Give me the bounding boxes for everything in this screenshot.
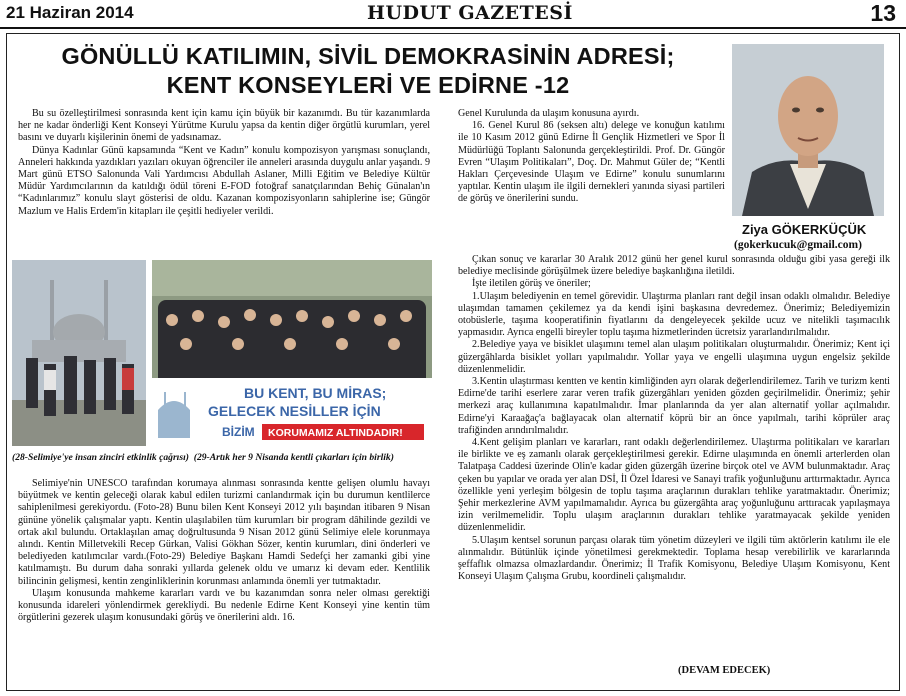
banner-line-3a: BİZİM [222, 425, 255, 439]
banner-line-3b: KORUMAMIZ ALTINDADIR! [268, 427, 403, 439]
selimiye-chain-photo [12, 260, 146, 446]
paragraph: 1.Ulaşım belediyenin en temel görevidir. Ulaştırma planları rant değil insan odaklı olmalıdır. Belediye ulaşımdan tamamen çekilemez ya da kendi işini başkasına devredemez. Önerimiz; Belediyemizin otobüslerle, taşıma kooperatifinin fiyatlarını da dengeleyecek şekilde ucuz ve nitelikli taşımacılık yapmasıdır. Ayrıca engelli bireyler toplu taşıma hizmetlerinden ücretsiz yararlandırılmalıdır. [458, 290, 890, 339]
author-name: Ziya GÖKERKÜÇÜK [742, 222, 867, 237]
paragraph: 5.Ulaşım kentsel sorunun parçası olarak tüm yönetim düzeyleri ve ilgili tüm aktörlerin katılımı ile ele alınmalıdır. Bütünlük içinde yönetilmesi gerekmektedir. Toplama hesap verebilirlik ve kararlarında şeffaflık olmazsa olmazlardandır. Önerimiz; İl Trafik Komisyonu, Belediye Ulaşım Komisyonu, Kent Konseyi Ulaşım Çalışma Grubu, koordineli çalışmalıdır. [458, 534, 890, 583]
banner-line-1: BU KENT, BU MİRAS; [244, 385, 387, 401]
nisan-group-photo [152, 260, 432, 446]
page-number: 13 [870, 0, 896, 26]
paragraph: İşte iletilen görüş ve öneriler; [472, 278, 591, 290]
author-photo [732, 44, 884, 216]
photo-captions [12, 452, 442, 463]
paragraph: Bu su özelleştirilmesi sonrasında kent için kamu için büyük bir kazanımdı. Bu tür kazanımlarda her ne kadar önderliği Kent Konseyi Yürütme Kurulu yapsa da kentin diğer örgütlü kurumları, yerel basını ve duyarlı kişilerinin önemi de yadsınamaz. [18, 108, 430, 144]
column-2-bottom [458, 254, 890, 583]
newspaper-name: HUDUT GAZETESİ [367, 2, 573, 24]
paragraph: Selimiye'nin UNESCO tarafından korumaya alınması sonrasında kentte gelişen olumlu havayı büyütmek ve kentin geleceği olarak kabul edilen turizmi canlandırmak için bu durumun kentlilerce sahiplenilmesi gerekiyordu. (Foto-28) Bunu bilen Kent Konseyi 2012 yılı başından itibaren 9 Nisan gününe yönelik çalışmalar yaptı. Kentin ulaşılabilen tüm kurumları bir program dâhilinde gezildi ve ortak akıl bulundu. Ortaklaşılan amaç doğrultusunda 9 Nisan 2012 günü Selimiye elele korunmaya alındı. Kentin Milletvekili Recep Gürkan, Valisi Gökhan Sözer, kentin kurumları, dini önderleri ve belediyeden katılımcılar vardı.(Foto-29) Belediye Başkanı Hamdi Sedefçi her zamanki gibi yine katılmamıştı. Bu durum daha sonraki yıllarda gelenek oldu ve umarız ki devam eder. Kentlilik bilincinin gelişmesi, kentin zenginliklerinin korunması anlamında önemli yer tutmaktadır. [18, 478, 430, 587]
article-headline [10, 42, 726, 100]
column-1-bottom [18, 478, 430, 624]
paragraph: 16. Genel Kurul 86 (seksen altı) delege ve konuğun katılımı ile 10 Kasım 2012 günü Edirne İl Gençlik Hizmetleri ve Spor İl Müdürlüğü Toplantı Salonunda gerçekleştirildi. Prof. Dr. Güngör Evren “Ulaşım Politikaları”, Doç. Dr. Mahmut Güler de; “Kentli Hakları Çerçevesinde Ulaşım ve Edirne” konulu sunumlarını yaptılar. Kentin ulaşım ile ilgili dernekleri yanında siyasi partileri de görüş ve önerilerini sundu. [458, 120, 725, 205]
author-email: (gokerkucuk@gmail.com) [734, 239, 862, 251]
caption-29: (29-Artık her 9 Nisanda kentli çıkarları için birlik) [193, 452, 394, 463]
page-header [0, 0, 906, 28]
photo-group [12, 260, 432, 448]
continued-note: (DEVAM EDECEK) [678, 665, 771, 676]
issue-date: 21 Haziran 2014 [6, 3, 134, 22]
paragraph: Genel Kurulunda da ulaşım konusuna ayırdı. [458, 108, 640, 119]
paragraph: Çıkan sonuç ve kararlar 30 Aralık 2012 günü her genel kurul sonrasında olduğu gibi yasa gereği ilk belediye meclisinde görüşülmek üzere belediye başkanlığına iletildi. [458, 254, 890, 278]
paragraph: 2.Belediye yaya ve bisiklet ulaşımını temel alan ulaşım politikaları oluşturmalıdır. Önerimiz; Kent içi güzergâhlarda bisiklet yolları yapılmalıdır. Yollar yaya ve engelli ulaşımına uygun engelsiz şekilde düzenlenmelidir. [458, 339, 890, 375]
paragraph: 3.Kentin ulaştırması kentten ve kentin kimliğinden ayrı olarak değerlendirilemez. Tarih ve turizm kenti Edirne'de tarihi eserlere zarar veren trafik güzergâhları yeniden gözden geçirilmelidir. Önerimiz; şehir merkezi araç kullanımına kapatılmalıdır. İmar planlarında da yer alan alternatif yollar açılmalıdır. Edirne'yi Karaağaç'a bağlayacak olan alternatif köprü bir an önce yapılmalı, tarihi köprüler araç trafiğinden arındırılmalıdır. [458, 376, 890, 436]
paragraph: Ulaşım konusunda mahkeme kararları vardı ve bu kazanımdan sonra neler olması gerektiği konusunda idareleri yönlendirmek gerekliydi. Bu nedenle Edirne Kent Konseyi yine kentin tüm örgütlerini gezerek ulaşım konusundaki görüş ve önerilerini aldı. 16. [18, 587, 430, 624]
paragraph: 4.Kent gelişim planları ve kararları, rant odaklı değerlendirilemez. Ulaştırma politikaları ve kararları ile birlikte ve eş zamanlı olarak gerçekleştirilmesi gerekir. Edirne ulaşımında en önemli arterlerden olan Talatpaşa Caddesi üzerinde Olin'e kadar giden güzergâh üzerine birçok otel ve AVM bulunmaktadır. Araç çeken bu yapılar ve orada yer alan DSİ, İl Özel İdaresi ve Sanayi trafik yoğunluğunu arttırmaktadır. Ayrıca özellikle yeni yerleşim bölgesin de toplu taşıma araçlarının durakları tehlike yaratmaktadır. Önerimiz; Şehir merkezlerine AVM yapılmamalıdır. Ayrıca bu güzergâhta araç yoğunluğunu arttıracak yapılaşmaya izin verilmemelidir. Toplu ulaşım araçlarının durakları tehlike yaratmayacak şekilde yeniden düzenlenmelidir. [458, 437, 890, 534]
headline-line-1: GÖNÜLLÜ KATILIMIN, SİVİL DEMOKRASİNİN ADRESİ; [61, 43, 675, 69]
header-rule [0, 27, 906, 29]
column-2-top [458, 108, 725, 206]
banner-line-2: GELECEK NESİLLER İÇİN [208, 403, 381, 419]
column-1-top [18, 108, 430, 218]
paragraph: Dünya Kadınlar Günü kapsamında “Kent ve Kadın” konulu kompozisyon yarışması sonuçlandı, Anneleri hakkında yazdıkları yazıları okuyan öğrenciler ile anneleri arasında duygulu anlar yaşandı. 9 Mart günü ETSO Salonunda Vali Yardımcısı Abdullah Aslaner, Milli Eğitim ve Belediye Kültür Müdür Yardımcılarının da katıldığı ödül töreni E-FOD fotoğraf sanatçılarından Behiç Günalan'ın “Kadınlarımız” konulu slayt gösterisi de oldu. Kazanan kompozisyonların sahiplerine ise; Güngör Mazlum ve Halis Erdem'in kitapları ile çeşitli hediyeler verildi. [18, 144, 430, 217]
caption-28: (28-Selimiye'ye insan zinciri etkinlik çağrısı) [12, 452, 189, 463]
headline-line-2: KENT KONSEYLERİ VE EDİRNE -12 [166, 72, 570, 98]
